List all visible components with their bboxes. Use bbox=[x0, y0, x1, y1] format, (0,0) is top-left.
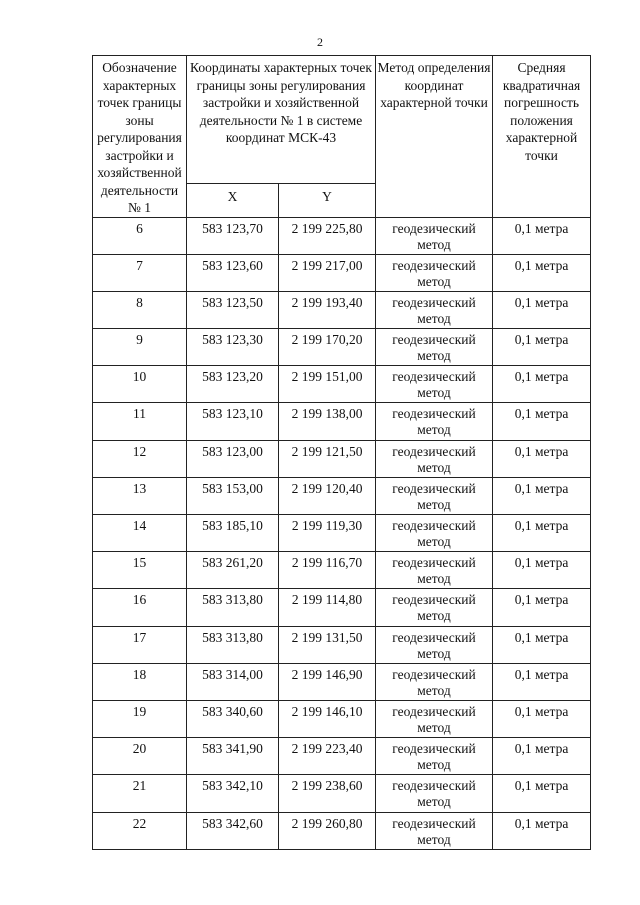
coord-x: 583 313,80 bbox=[187, 589, 279, 626]
coord-x: 583 314,00 bbox=[187, 663, 279, 700]
coord-y: 2 199 131,50 bbox=[279, 626, 376, 663]
method: геодезический метод bbox=[376, 663, 493, 700]
coord-x: 583 342,60 bbox=[187, 812, 279, 849]
point-number: 19 bbox=[93, 700, 187, 737]
accuracy: 0,1 метра bbox=[493, 217, 591, 254]
header-coordinates: Координаты характерных точек границы зоны регулирования застройки и хозяйственной деятельности № 1 в системе координат МСК-43 bbox=[187, 56, 376, 184]
table-row bbox=[93, 663, 591, 700]
method: геодезический метод bbox=[376, 626, 493, 663]
accuracy: 0,1 метра bbox=[493, 403, 591, 440]
coord-y: 2 199 138,00 bbox=[279, 403, 376, 440]
point-number: 17 bbox=[93, 626, 187, 663]
method: геодезический метод bbox=[376, 700, 493, 737]
accuracy: 0,1 метра bbox=[493, 700, 591, 737]
method: геодезический метод bbox=[376, 738, 493, 775]
coord-y: 2 199 146,10 bbox=[279, 700, 376, 737]
point-number: 22 bbox=[93, 812, 187, 849]
header-x: X bbox=[187, 184, 279, 217]
coord-y: 2 199 260,80 bbox=[279, 812, 376, 849]
coord-x: 583 123,30 bbox=[187, 329, 279, 366]
point-number: 11 bbox=[93, 403, 187, 440]
coord-y: 2 199 121,50 bbox=[279, 440, 376, 477]
point-number: 13 bbox=[93, 477, 187, 514]
accuracy: 0,1 метра bbox=[493, 291, 591, 328]
coord-y: 2 199 119,30 bbox=[279, 515, 376, 552]
table-row bbox=[93, 366, 591, 403]
coord-x: 583 123,50 bbox=[187, 291, 279, 328]
point-number: 8 bbox=[93, 291, 187, 328]
coord-x: 583 153,00 bbox=[187, 477, 279, 514]
point-number: 16 bbox=[93, 589, 187, 626]
coord-y: 2 199 114,80 bbox=[279, 589, 376, 626]
table-row bbox=[93, 775, 591, 812]
coord-y: 2 199 217,00 bbox=[279, 254, 376, 291]
coord-x: 583 342,10 bbox=[187, 775, 279, 812]
point-number: 15 bbox=[93, 552, 187, 589]
coord-x: 583 261,20 bbox=[187, 552, 279, 589]
point-number: 21 bbox=[93, 775, 187, 812]
method: геодезический метод bbox=[376, 366, 493, 403]
coord-x: 583 123,20 bbox=[187, 366, 279, 403]
table-header bbox=[93, 56, 591, 218]
accuracy: 0,1 метра bbox=[493, 552, 591, 589]
accuracy: 0,1 метра bbox=[493, 738, 591, 775]
accuracy: 0,1 метра bbox=[493, 366, 591, 403]
accuracy: 0,1 метра bbox=[493, 515, 591, 552]
table-row bbox=[93, 403, 591, 440]
coordinates-table bbox=[92, 55, 591, 850]
header-designation: Обозначение характерных точек границы зоны регулирования застройки и хозяйственной деятельности № 1 bbox=[93, 56, 187, 218]
table-row bbox=[93, 589, 591, 626]
method: геодезический метод bbox=[376, 217, 493, 254]
method: геодезический метод bbox=[376, 329, 493, 366]
method: геодезический метод bbox=[376, 403, 493, 440]
coord-y: 2 199 146,90 bbox=[279, 663, 376, 700]
coord-y: 2 199 193,40 bbox=[279, 291, 376, 328]
table-row bbox=[93, 254, 591, 291]
table-row bbox=[93, 552, 591, 589]
method: геодезический метод bbox=[376, 477, 493, 514]
point-number: 20 bbox=[93, 738, 187, 775]
method: геодезический метод bbox=[376, 589, 493, 626]
accuracy: 0,1 метра bbox=[493, 254, 591, 291]
method: геодезический метод bbox=[376, 812, 493, 849]
method: геодезический метод bbox=[376, 254, 493, 291]
method: геодезический метод bbox=[376, 515, 493, 552]
point-number: 6 bbox=[93, 217, 187, 254]
coord-y: 2 199 151,00 bbox=[279, 366, 376, 403]
header-method: Метод определения координат характерной точки bbox=[376, 56, 493, 218]
coord-x: 583 313,80 bbox=[187, 626, 279, 663]
table-row bbox=[93, 217, 591, 254]
accuracy: 0,1 метра bbox=[493, 440, 591, 477]
page-number: 2 bbox=[317, 35, 323, 49]
accuracy: 0,1 метра bbox=[493, 589, 591, 626]
header-y: Y bbox=[279, 184, 376, 217]
table-row bbox=[93, 626, 591, 663]
coord-x: 583 123,00 bbox=[187, 440, 279, 477]
coord-x: 583 123,60 bbox=[187, 254, 279, 291]
accuracy: 0,1 метра bbox=[493, 626, 591, 663]
table-row bbox=[93, 440, 591, 477]
table-row bbox=[93, 329, 591, 366]
coord-y: 2 199 238,60 bbox=[279, 775, 376, 812]
coord-x: 583 123,10 bbox=[187, 403, 279, 440]
coord-y: 2 199 116,70 bbox=[279, 552, 376, 589]
table-row bbox=[93, 700, 591, 737]
accuracy: 0,1 метра bbox=[493, 663, 591, 700]
method: геодезический метод bbox=[376, 775, 493, 812]
point-number: 18 bbox=[93, 663, 187, 700]
point-number: 12 bbox=[93, 440, 187, 477]
method: геодезический метод bbox=[376, 291, 493, 328]
point-number: 14 bbox=[93, 515, 187, 552]
coord-x: 583 123,70 bbox=[187, 217, 279, 254]
coord-x: 583 340,60 bbox=[187, 700, 279, 737]
point-number: 7 bbox=[93, 254, 187, 291]
table-body bbox=[93, 217, 591, 849]
table-row bbox=[93, 515, 591, 552]
method: геодезический метод bbox=[376, 440, 493, 477]
coord-y: 2 199 170,20 bbox=[279, 329, 376, 366]
point-number: 9 bbox=[93, 329, 187, 366]
table-row bbox=[93, 477, 591, 514]
accuracy: 0,1 метра bbox=[493, 775, 591, 812]
point-number: 10 bbox=[93, 366, 187, 403]
coord-x: 583 341,90 bbox=[187, 738, 279, 775]
accuracy: 0,1 метра bbox=[493, 329, 591, 366]
coord-y: 2 199 225,80 bbox=[279, 217, 376, 254]
table-row bbox=[93, 738, 591, 775]
method: геодезический метод bbox=[376, 552, 493, 589]
coord-x: 583 185,10 bbox=[187, 515, 279, 552]
coord-y: 2 199 120,40 bbox=[279, 477, 376, 514]
accuracy: 0,1 метра bbox=[493, 812, 591, 849]
accuracy: 0,1 метра bbox=[493, 477, 591, 514]
table-row bbox=[93, 291, 591, 328]
coord-y: 2 199 223,40 bbox=[279, 738, 376, 775]
table-row bbox=[93, 812, 591, 849]
header-accuracy: Средняя квадратичная погрешность положения характерной точки bbox=[493, 56, 591, 218]
